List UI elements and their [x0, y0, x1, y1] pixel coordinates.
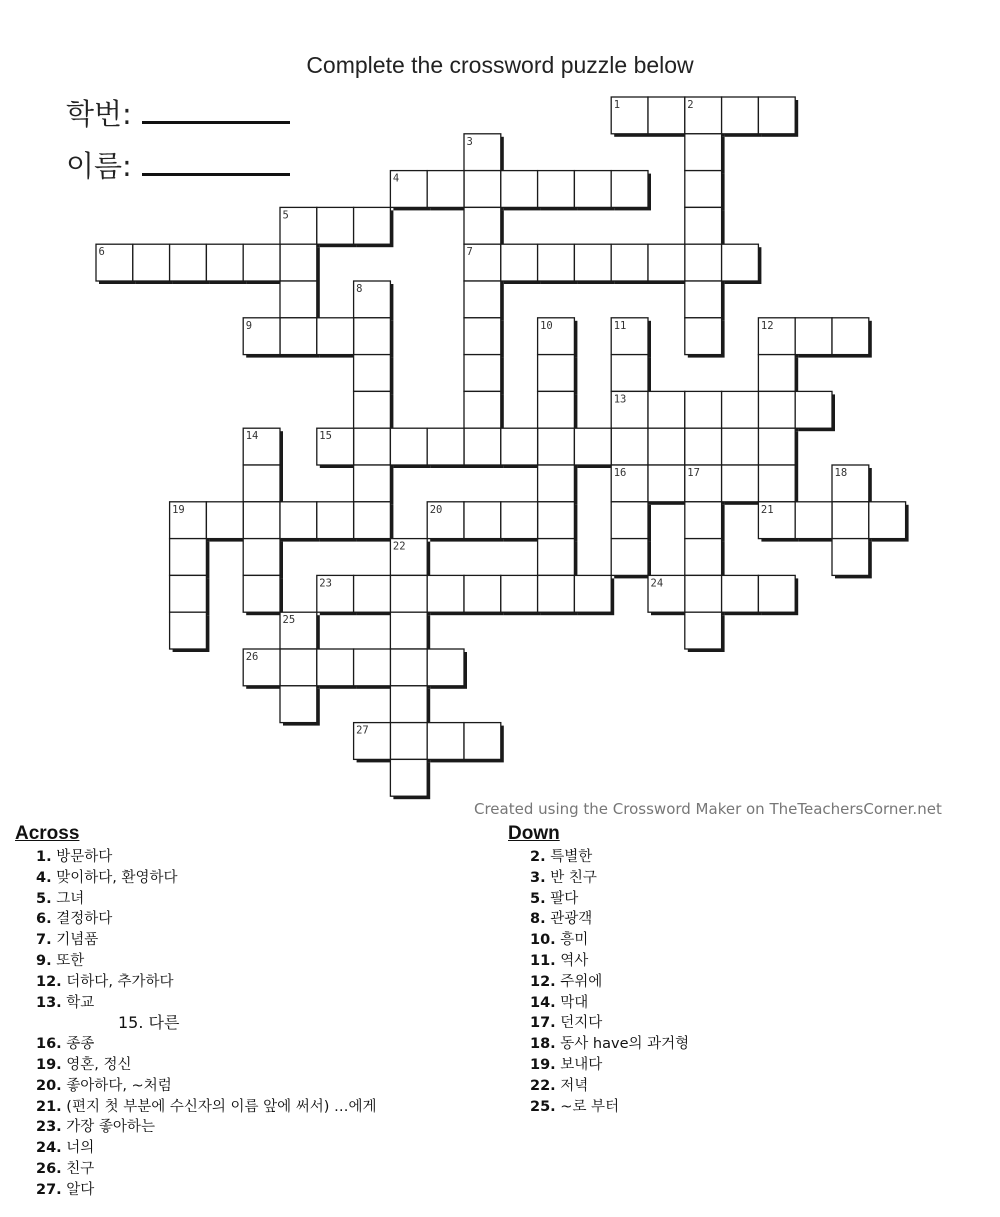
name-label: 이름: [66, 149, 132, 183]
clue-number-label: 20 [429, 503, 443, 516]
grid-cell[interactable] [243, 502, 280, 539]
grid-cell[interactable] [464, 355, 501, 392]
clue-number-label: 19 [172, 503, 185, 516]
down-clue: 14. 막대 [530, 994, 589, 1011]
grid-cell[interactable] [170, 244, 207, 281]
grid-cell[interactable] [464, 391, 501, 428]
across-clue: 7. 기념품 [36, 932, 99, 949]
clue-number-label: 17 [687, 467, 700, 479]
grid-cell[interactable] [685, 539, 722, 576]
grid-cell[interactable] [390, 759, 427, 796]
grid-cell[interactable] [648, 97, 685, 134]
grid-cell[interactable] [317, 318, 354, 355]
down-clue: 19. 보내다 [530, 1056, 603, 1073]
grid-cell[interactable] [354, 502, 391, 539]
grid-cell[interactable] [243, 539, 280, 576]
grid-cell[interactable] [317, 207, 354, 244]
grid-cell[interactable] [648, 244, 685, 281]
grid-cell[interactable] [538, 244, 575, 281]
clue-number-label: 9 [245, 319, 253, 332]
grid-cell[interactable] [648, 391, 685, 428]
grid-cell[interactable] [464, 171, 501, 208]
clue-number-label: 1 [613, 99, 621, 111]
clue-number-label: 4 [392, 172, 400, 185]
grid-cell[interactable] [354, 318, 391, 355]
grid-cell[interactable] [538, 465, 575, 502]
across-clue: 20. 좋아하다, ~처럼 [36, 1077, 172, 1094]
grid-cell[interactable] [832, 539, 869, 576]
grid-cell[interactable] [722, 97, 759, 134]
down-clue: 25. ~로 부터 [530, 1098, 620, 1115]
grid-cell[interactable] [243, 575, 280, 612]
clue-number-label: 3 [466, 135, 473, 148]
grid-cell[interactable] [501, 502, 538, 539]
grid-cell[interactable] [280, 318, 317, 355]
grid-cell[interactable] [795, 391, 832, 428]
across-clue: 9. 또한 [36, 952, 85, 969]
down-clue: 12. 주위에 [530, 973, 603, 990]
clue-number-label: 10 [540, 319, 553, 332]
grid-cell[interactable] [685, 502, 722, 539]
grid-cell[interactable] [206, 244, 243, 281]
clue-number-label: 14 [245, 430, 259, 443]
across-clue: 4. 맞이하다, 환영하다 [36, 869, 178, 886]
clue-number-label: 2 [687, 99, 694, 111]
grid-cell[interactable] [501, 575, 538, 612]
grid-cell[interactable] [758, 465, 795, 502]
grid-cell[interactable] [795, 502, 832, 539]
grid-cell[interactable] [538, 575, 575, 612]
grid-cell[interactable] [685, 207, 722, 244]
grid-cell[interactable] [133, 244, 170, 281]
grid-cell[interactable] [538, 502, 575, 539]
grid-cell[interactable] [832, 502, 869, 539]
grid-cell[interactable] [354, 575, 391, 612]
grid-cell[interactable] [685, 134, 722, 171]
down-clue: 2. 특별한 [530, 849, 593, 865]
grid-cell[interactable] [427, 649, 464, 686]
down-clue: 5. 팔다 [530, 890, 579, 907]
grid-cell[interactable] [648, 465, 685, 502]
grid-cell[interactable] [464, 502, 501, 539]
down-clue-list [530, 847, 689, 1117]
grid-cell[interactable] [280, 281, 317, 318]
clue-number-label: 22 [392, 540, 406, 553]
grid-cell[interactable] [685, 244, 722, 281]
grid-cell[interactable] [685, 428, 722, 465]
grid-cell[interactable] [538, 355, 575, 392]
grid-cell[interactable] [354, 355, 391, 392]
grid-cell[interactable] [758, 575, 795, 612]
grid-cell[interactable] [243, 244, 280, 281]
grid-cell[interactable] [574, 244, 611, 281]
grid-cell[interactable] [280, 244, 317, 281]
grid-cell[interactable] [685, 391, 722, 428]
across-clue: 19. 영혼, 정신 [36, 1056, 132, 1073]
grid-cell[interactable] [280, 502, 317, 539]
grid-cell[interactable] [464, 723, 501, 760]
clue-number-label: 26 [245, 651, 259, 663]
grid-cell[interactable] [427, 575, 464, 612]
grid-cell[interactable] [611, 244, 648, 281]
clue-number-label: 11 [613, 319, 627, 332]
grid-cell[interactable] [170, 612, 207, 649]
clue-number-label: 13 [613, 393, 627, 406]
grid-cell[interactable] [758, 355, 795, 392]
grid-cell[interactable] [206, 502, 243, 539]
grid-cell[interactable] [538, 539, 575, 576]
grid-cell[interactable] [170, 575, 207, 612]
grid-cell[interactable] [390, 649, 427, 686]
across-clue: 27. 알다 [36, 1181, 95, 1198]
clue-number-label: 16 [613, 467, 627, 479]
across-clue: 21. (편지 첫 부분에 수신자의 이름 앞에 써서) …에게 [36, 1098, 377, 1115]
across-clue: 24. 너의 [36, 1140, 95, 1157]
grid-cell[interactable] [685, 171, 722, 208]
clue-number-label: 18 [834, 467, 848, 479]
grid-cell[interactable] [758, 97, 795, 134]
clue-number-label: 8 [356, 283, 363, 295]
across-clue: 6. 결정하다 [36, 911, 113, 928]
grid-cell[interactable] [280, 649, 317, 686]
across-clue: 23. 가장 좋아하는 [36, 1119, 155, 1136]
grid-cell[interactable] [648, 428, 685, 465]
grid-cell[interactable] [611, 171, 648, 208]
across-clue: 5. 그녀 [36, 890, 85, 907]
grid-cell[interactable] [501, 171, 538, 208]
grid-cell[interactable] [685, 318, 722, 355]
grid-cell[interactable] [685, 575, 722, 612]
clue-number-label: 12 [760, 319, 774, 332]
grid-cell[interactable] [390, 612, 427, 649]
grid-cell[interactable] [574, 575, 611, 612]
grid-cell[interactable] [574, 171, 611, 208]
grid-cell[interactable] [722, 391, 759, 428]
clue-number-label: 23 [319, 577, 332, 590]
across-heading: Across [15, 823, 80, 844]
grid-cell[interactable] [427, 171, 464, 208]
grid-cell[interactable] [464, 281, 501, 318]
down-clue: 8. 관광객 [530, 911, 593, 928]
down-clue: 10. 흥미 [530, 932, 589, 949]
grid-cell[interactable] [464, 428, 501, 465]
across-clue: 12. 더하다, 추가하다 [36, 973, 174, 990]
across-clue: 26. 친구 [36, 1160, 95, 1177]
grid-cell[interactable] [354, 465, 391, 502]
grid-cell[interactable] [501, 244, 538, 281]
grid-cell[interactable] [611, 355, 648, 392]
across-clue: 13. 학교 [36, 994, 95, 1011]
grid-cell[interactable] [538, 391, 575, 428]
grid-cell[interactable] [538, 171, 575, 208]
grid-cell[interactable] [832, 318, 869, 355]
grid-cell[interactable] [464, 207, 501, 244]
grid-cell[interactable] [501, 428, 538, 465]
grid-cell[interactable] [722, 465, 759, 502]
grid-cell[interactable] [317, 502, 354, 539]
clue-number-label: 21 [760, 503, 774, 516]
grid-cell[interactable] [390, 428, 427, 465]
across-clue: 15. 다른 [118, 1013, 180, 1033]
grid-cell[interactable] [464, 575, 501, 612]
clue-number-label: 27 [356, 724, 369, 737]
grid-cell[interactable] [390, 686, 427, 723]
clue-number-label: 25 [282, 614, 296, 627]
clue-number-label: 6 [98, 246, 105, 259]
grid-cell[interactable] [427, 723, 464, 760]
grid-cell[interactable] [722, 428, 759, 465]
grid-cell[interactable] [795, 318, 832, 355]
grid-cell[interactable] [685, 612, 722, 649]
grid-cell[interactable] [243, 465, 280, 502]
grid-cell[interactable] [427, 428, 464, 465]
grid-cell[interactable] [722, 575, 759, 612]
down-clue: 3. 반 친구 [530, 869, 597, 886]
clue-number-label: 15 [319, 430, 332, 443]
grid-cell[interactable] [611, 428, 648, 465]
across-clue: 1. 방문하다 [36, 849, 113, 865]
grid-cell[interactable] [390, 723, 427, 760]
grid-cell[interactable] [354, 649, 391, 686]
grid-cell[interactable] [354, 428, 391, 465]
grid-cell[interactable] [317, 649, 354, 686]
page-title: Complete the crossword puzzle below [306, 52, 694, 78]
grid-cell[interactable] [685, 281, 722, 318]
student-id-label: 학번: [66, 97, 132, 131]
grid-cell[interactable] [758, 428, 795, 465]
down-clue: 18. 동사 have의 과거형 [530, 1036, 690, 1053]
grid-cell[interactable] [574, 428, 611, 465]
grid-cell[interactable] [170, 539, 207, 576]
credit-text: Created using the Crossword Maker on TheTeachersCorner.net [474, 800, 942, 818]
grid-cell[interactable] [722, 244, 759, 281]
grid-cell[interactable] [354, 207, 391, 244]
grid-cell[interactable] [538, 428, 575, 465]
down-heading: Down [508, 823, 560, 844]
grid-cell[interactable] [611, 502, 648, 539]
across-clue: 16. 종종 [36, 1036, 95, 1053]
grid-cell[interactable] [390, 575, 427, 612]
grid-cell[interactable] [611, 539, 648, 576]
clue-number-label: 7 [466, 246, 473, 259]
grid-cell[interactable] [869, 502, 906, 539]
down-clue: 17. 던지다 [530, 1015, 603, 1032]
grid-cell[interactable] [464, 318, 501, 355]
down-clue: 11. 역사 [530, 952, 589, 969]
clue-number-label: 5 [282, 209, 289, 222]
grid-cell[interactable] [280, 686, 317, 723]
grid-cell[interactable] [354, 391, 391, 428]
across-clue-list [36, 847, 377, 1201]
grid-cell[interactable] [758, 391, 795, 428]
down-clue: 22. 저녁 [530, 1077, 589, 1094]
clue-number-label: 24 [650, 577, 664, 590]
